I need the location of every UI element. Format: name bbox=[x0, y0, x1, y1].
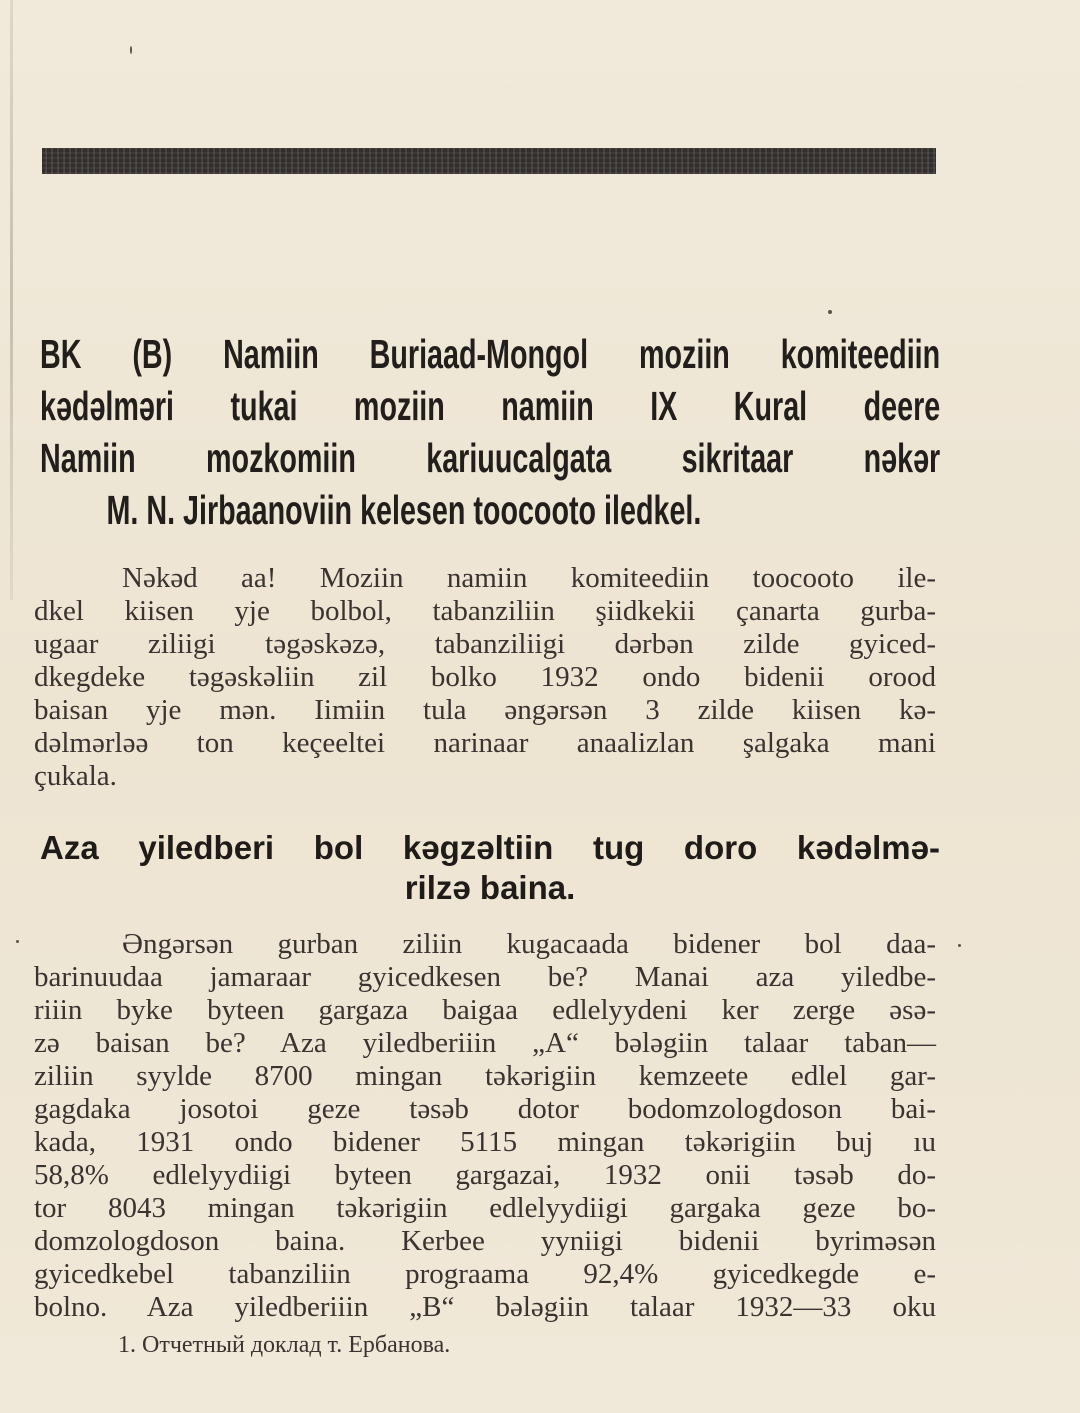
heading-line: M. N. Jirbaanoviin kelesen toocooto iledkel. bbox=[106, 487, 702, 533]
text-line: dkel kiisen yje bolbol, tabanziliin şiidkekii çanarta gurba- bbox=[34, 595, 936, 627]
text-line: dəlmərləə ton keçeeltei narinaar anaalizlan şalgaka mani bbox=[34, 727, 936, 759]
heading-line: kədəlməri tukai moziin namiin IX Kural deere bbox=[40, 383, 941, 429]
document-heading bbox=[40, 328, 940, 536]
text-line: gagdaka josotoi geze təsəb dotor bodomzologdoson bai- bbox=[34, 1093, 936, 1125]
section-subheading bbox=[40, 828, 940, 908]
print-speck bbox=[828, 310, 832, 314]
text-line: 58,8% edlelyydiigi byteen gargazai, 1932 onii təsəb do- bbox=[34, 1159, 936, 1191]
text-line: ugaar ziliigi təgəskəzə, tabanziliigi dərbən zilde gyiced- bbox=[34, 628, 936, 660]
page-edge-shadow bbox=[10, 0, 13, 600]
text-line: zə baisan be? Aza yiledberiiin „A“ bələgiin talaar taban— bbox=[34, 1027, 936, 1059]
text-line: riiin byke byteen gargaza baigaa edlelyydeni ker zerge əsə- bbox=[34, 994, 936, 1026]
print-speck bbox=[16, 940, 19, 943]
subheading-line: Aza yiledberi bol kəgzəltiin tug doro kədəlmə- bbox=[40, 829, 940, 866]
text-line: bolno. Aza yiledberiiin „B“ bələgiin talaar 1932—33 oku bbox=[34, 1291, 936, 1323]
text-line: ziliin syylde 8700 mingan təkərigiin kemzeete edlel gar- bbox=[34, 1060, 936, 1092]
subheading-line: rilzə baina. bbox=[404, 869, 576, 906]
heading-line: BK (B) Namiin Buriaad-Mongol moziin komiteediin bbox=[40, 331, 941, 377]
text-line: baisan yje mən. Iimiin tula əngərsən 3 zilde kiisen kə- bbox=[34, 694, 936, 726]
text-line: Nəkəd aa! Moziin namiin komiteediin toocooto ile- bbox=[122, 562, 936, 594]
text-line: çukala. bbox=[34, 760, 117, 792]
text-line: Əngərsən gurban ziliin kugacaada bidener bol daa- bbox=[122, 928, 936, 960]
decorative-header-rule bbox=[42, 148, 936, 174]
text-line: tor 8043 mingan təkərigiin edlelyydiigi gargaka geze bo- bbox=[34, 1192, 936, 1224]
paragraph-2 bbox=[34, 928, 936, 1324]
print-speck bbox=[958, 944, 961, 947]
text-line: gyicedkebel tabanziliin prograama 92,4% gyicedkegde e- bbox=[34, 1258, 936, 1290]
text-line: barinuudaa jamaraar gyicedkesen be? Manai aza yiledbe- bbox=[34, 961, 936, 993]
text-line: dkegdeke təgəskəliin zil bolko 1932 ondo bidenii orood bbox=[34, 661, 936, 693]
print-speck bbox=[130, 46, 132, 54]
paragraph-1 bbox=[34, 562, 936, 793]
heading-line: Namiin mozkomiin kariuucalgata sikritaar nəkər bbox=[40, 435, 941, 481]
footnote: 1. Отчетный доклад т. Ербанова. bbox=[118, 1332, 451, 1358]
text-line: kada, 1931 ondo bidener 5115 mingan təkərigiin buj ıu bbox=[34, 1126, 936, 1158]
text-line: domzologdoson baina. Kerbee yyniigi bidenii byriməsən bbox=[34, 1225, 936, 1257]
